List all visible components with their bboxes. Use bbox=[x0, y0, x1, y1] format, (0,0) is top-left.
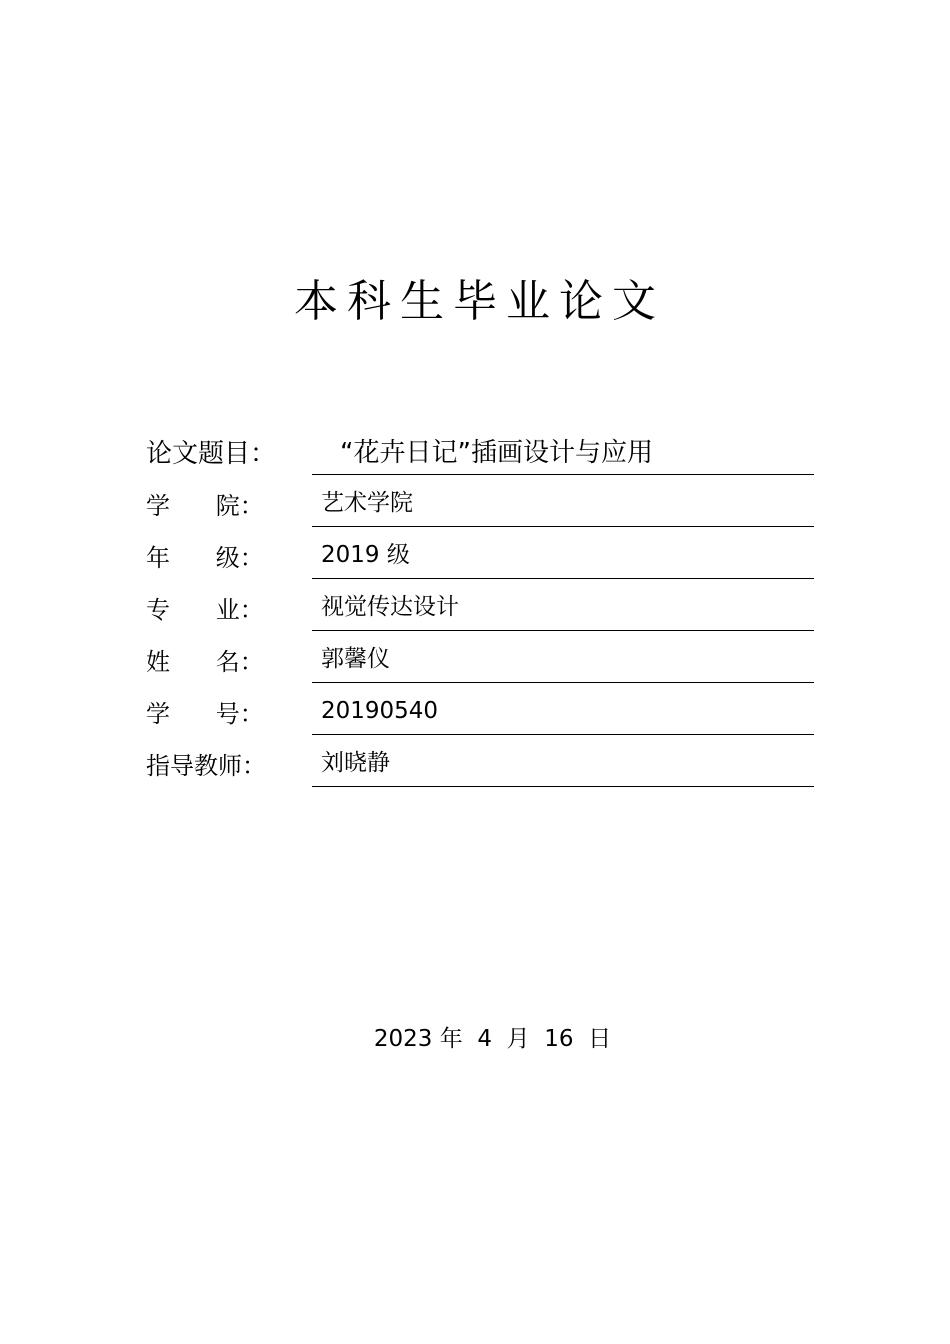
field-row-name bbox=[146, 631, 814, 683]
field-row-grade bbox=[146, 527, 814, 579]
field-value-line-student-id bbox=[312, 688, 814, 735]
field-row-college bbox=[146, 475, 814, 527]
field-label-advisor: 指导教师： bbox=[146, 752, 266, 780]
cover-date: 2023 年 4 月 16 日 bbox=[373, 1026, 612, 1052]
field-value-line-major bbox=[312, 584, 814, 631]
field-label-grade: 年 级： bbox=[146, 544, 264, 572]
field-value-name: 郭馨仪 bbox=[321, 646, 390, 672]
field-value-line-grade bbox=[312, 532, 814, 579]
field-value-grade: 2019 级 bbox=[321, 542, 410, 568]
field-label-thesis-title: 论文题目： bbox=[146, 439, 277, 469]
field-row-student-id bbox=[146, 683, 814, 735]
field-row-advisor bbox=[146, 735, 814, 787]
field-value-line-name bbox=[312, 636, 814, 683]
field-row-major bbox=[146, 579, 814, 631]
field-label-major: 专 业： bbox=[146, 596, 264, 624]
field-value-major: 视觉传达设计 bbox=[321, 594, 459, 620]
field-label-student-id: 学 号： bbox=[146, 700, 264, 728]
field-value-line-thesis-title bbox=[312, 428, 814, 475]
field-value-line-college bbox=[312, 480, 814, 527]
field-value-student-id: 20190540 bbox=[321, 698, 439, 724]
field-label-name: 姓 名： bbox=[146, 648, 264, 676]
field-value-college: 艺术学院 bbox=[321, 490, 413, 516]
field-row-thesis-title bbox=[146, 423, 814, 475]
cover-title: 本科生毕业论文 bbox=[294, 276, 665, 327]
field-value-thesis-title: “花卉日记”插画设计与应用 bbox=[340, 438, 653, 468]
field-label-college: 学 院： bbox=[146, 492, 264, 520]
field-value-advisor: 刘晓静 bbox=[321, 750, 390, 776]
field-value-line-advisor bbox=[312, 740, 814, 787]
